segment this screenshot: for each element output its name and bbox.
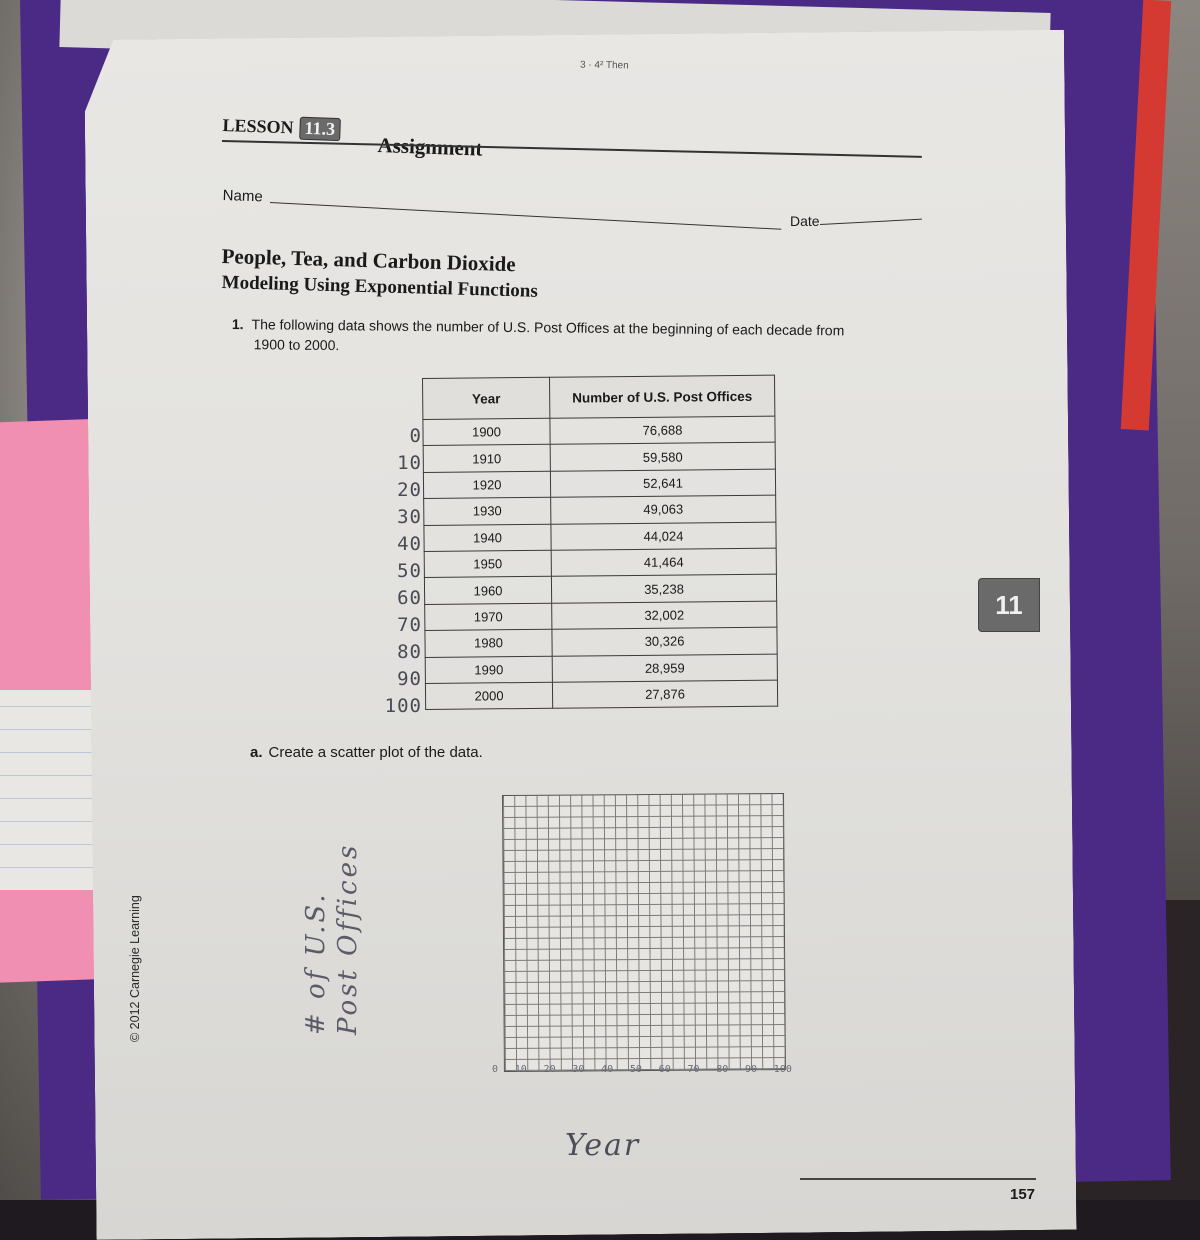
table-row [424,574,776,604]
lesson-label: LESSON [222,114,294,138]
name-field[interactable] [270,202,781,230]
table-row [425,627,777,657]
handwritten-year-offsets [375,423,425,720]
handwritten-offset: 70 [397,614,422,636]
year-cell: 1950 [424,550,551,578]
name-label: Name [222,187,263,206]
post-office-count-cell: 49,063 [551,495,776,524]
post-office-count-cell: 44,024 [551,522,776,551]
table-row [424,522,776,552]
handwritten-offset: 40 [397,533,422,555]
column-header-post-offices: Number of U.S. Post Offices [549,375,774,418]
handwritten-offset: 10 [397,452,422,474]
handwritten-offset: 30 [397,506,422,528]
page-title: People, Tea, and Carbon Dioxide [221,244,516,277]
part-a-label: a. [250,744,263,761]
table-header-row [423,375,775,419]
question-text-line1: The following data shows the number of U.S. Post Offices at the beginning of each decade from [251,316,845,339]
copyright-notice: © 2012 Carnegie Learning [128,895,142,1042]
date-field[interactable] [820,219,922,225]
table-row [423,443,775,473]
handwritten-offset: 0 [409,425,422,447]
page-subtitle: Modeling Using Exponential Functions [221,272,539,302]
chapter-tab: 11 [978,578,1040,632]
x-tick-label: 100 [773,1064,792,1075]
x-tick-label: 40 [601,1064,614,1075]
handwritten-y-label [300,715,364,1035]
handwritten-x-ticks [492,1064,792,1075]
lesson-number-badge: 11.3 [299,117,340,141]
x-tick-label: 90 [745,1064,758,1075]
post-office-count-cell: 59,580 [550,443,775,472]
data-table-wrapper [422,375,778,711]
x-tick-label: 20 [543,1064,556,1075]
x-tick-label: 50 [629,1064,642,1075]
table-row [424,548,776,578]
post-office-count-cell: 41,464 [551,548,776,577]
header-rule [222,140,922,158]
question-1 [232,314,902,361]
handwritten-offset: 50 [397,560,422,582]
assignment-heading: Assignment [377,133,483,161]
page-number: 157 [1010,1186,1036,1203]
column-header-year: Year [423,377,550,419]
year-cell: 1920 [423,471,550,499]
cut-off-text: 3 · 4² Then [579,59,629,72]
year-cell: 2000 [425,682,552,710]
x-tick-label: 80 [716,1064,729,1075]
year-cell: 1940 [424,524,551,552]
y-label-line1: # of U.S. [301,891,331,1035]
handwritten-offset: 100 [384,695,422,717]
handwritten-offset: 20 [397,479,422,501]
date-label: Date [790,213,820,229]
x-tick-label: 0 [492,1064,499,1075]
post-office-count-cell: 52,641 [550,469,775,498]
question-text-line2: 1900 to 2000. [253,336,340,354]
year-cell: 1990 [425,656,552,684]
year-cell: 1970 [425,603,552,631]
year-cell: 1900 [423,418,550,446]
post-office-count-cell: 30,326 [552,627,777,656]
x-tick-label: 70 [687,1064,700,1075]
part-a-text: Create a scatter plot of the data. [268,744,483,761]
table-row [423,469,775,499]
year-cell: 1960 [424,577,551,605]
post-office-count-cell: 32,002 [552,601,777,630]
year-cell: 1930 [424,497,551,525]
handwritten-offset: 90 [397,668,422,690]
handwritten-offset: 60 [397,587,422,609]
year-cell: 1910 [423,445,550,473]
post-office-count-cell: 35,238 [551,574,776,603]
x-tick-label: 10 [514,1064,527,1075]
scatter-plot-grid[interactable] [502,793,786,1072]
question-number: 1. [231,315,244,333]
footer-rule [800,1178,1036,1180]
x-tick-label: 60 [658,1064,671,1075]
table-row [425,680,777,710]
table-row [425,601,777,631]
year-cell: 1980 [425,629,552,657]
x-tick-label: 30 [572,1064,585,1075]
handwritten-offset: 80 [397,641,422,663]
table-row [424,495,776,525]
post-office-count-cell: 28,959 [552,654,777,683]
part-a [250,744,483,761]
lesson-header [222,114,340,141]
handwritten-x-label: Year [565,1128,641,1163]
post-office-count-cell: 76,688 [550,416,775,445]
post-office-count-cell: 27,876 [552,680,777,709]
post-office-table [422,375,778,711]
table-row [425,654,777,684]
table-row [423,416,775,446]
y-label-line2: Post Offices [333,842,363,1035]
